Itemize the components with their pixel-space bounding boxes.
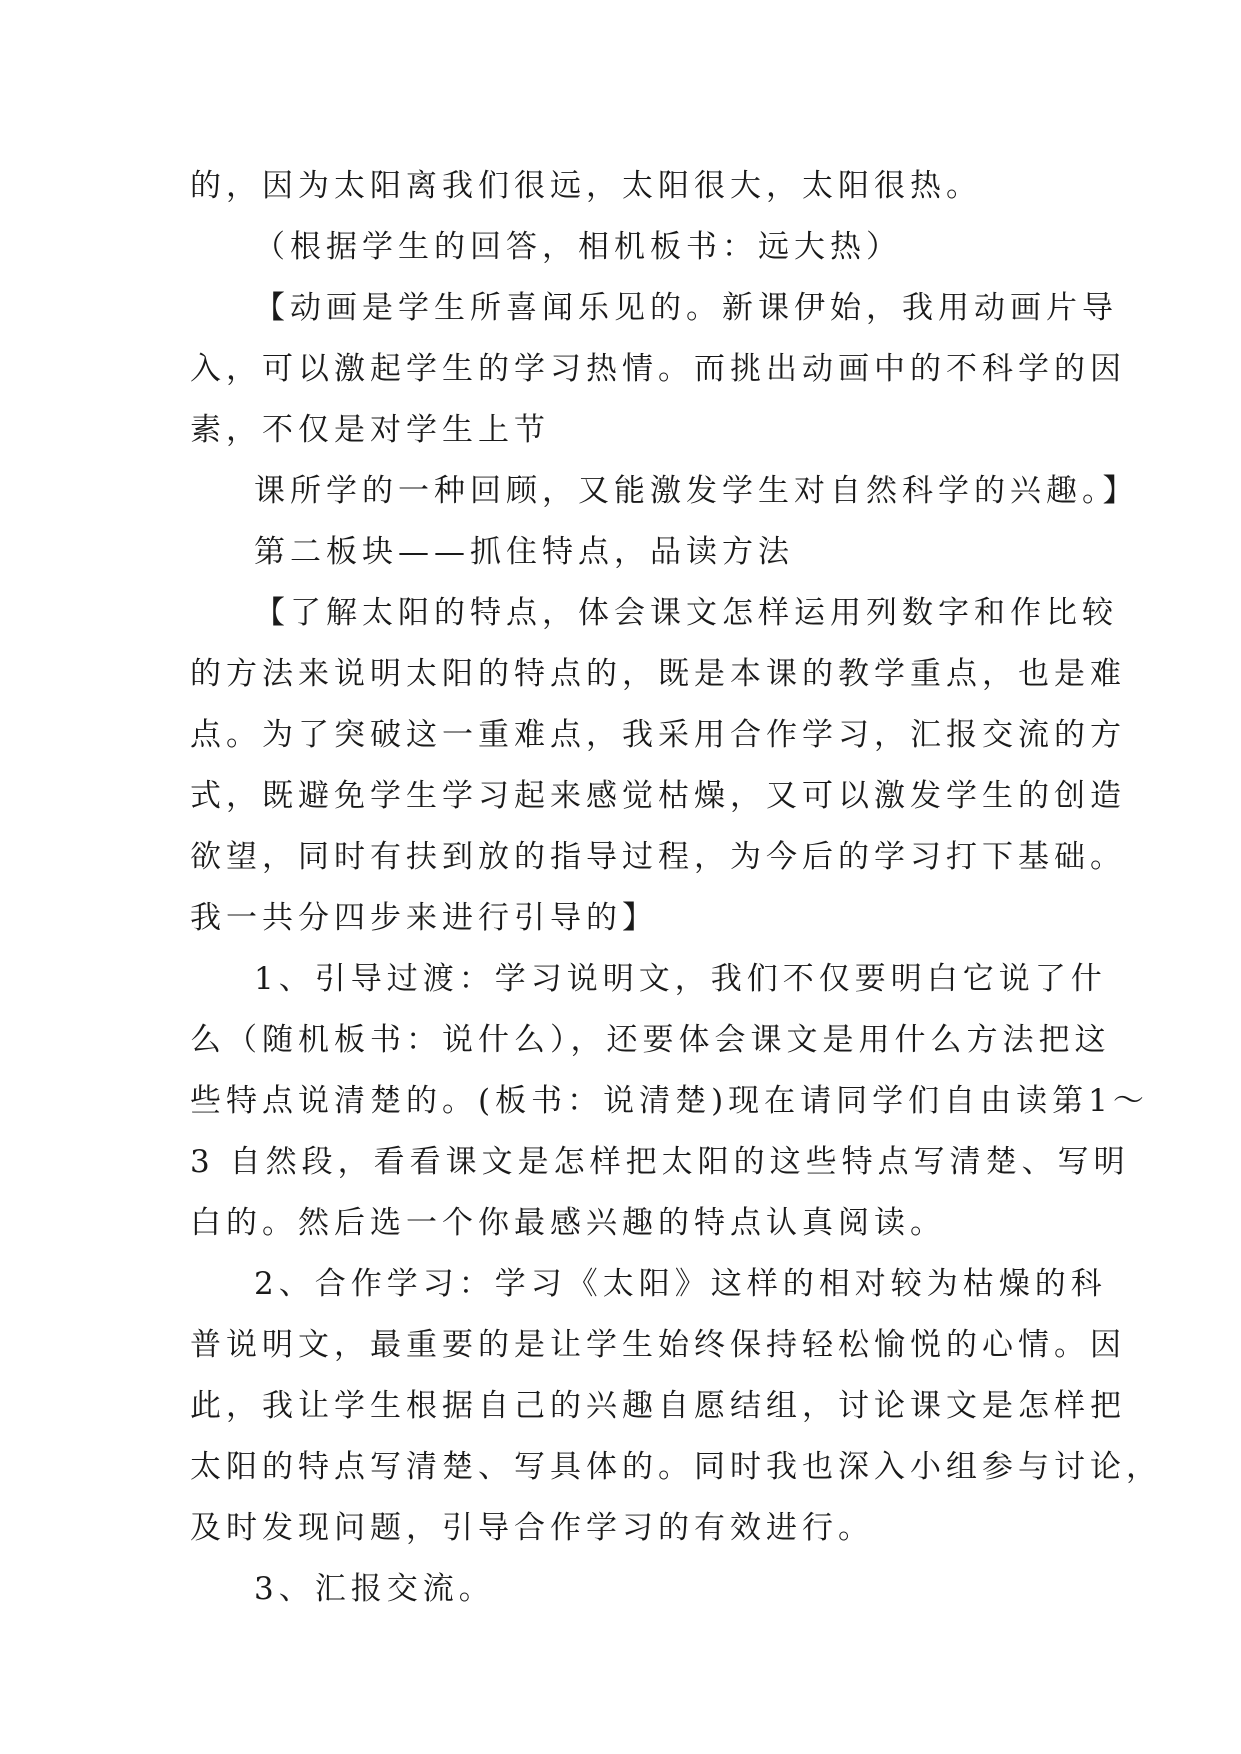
- text-line: 【动画是学生所喜闻乐见的。新课伊始，我用动画片导: [254, 290, 1118, 326]
- text-line: 素，不仅是对学生上节: [190, 412, 550, 448]
- text-line: 我一共分四步来进行引导的】: [190, 900, 658, 936]
- text-line: 课所学的一种回顾，又能激发学生对自然科学的兴趣。】: [254, 473, 1139, 509]
- text-line: 普说明文，最重要的是让学生始终保持轻松愉悦的心情。因: [190, 1327, 1126, 1363]
- text-line: 么（随机板书：说什么），还要体会课文是用什么方法把这: [190, 1022, 1111, 1058]
- text-line: 【了解太阳的特点，体会课文怎样运用列数字和作比较: [254, 595, 1118, 631]
- text-line: 入，可以激起学生的学习热情。而挑出动画中的不科学的因: [190, 351, 1126, 387]
- text-line: 式，既避免学生学习起来感觉枯燥，又可以激发学生的创造: [190, 778, 1126, 814]
- text-line: 些特点说清楚的。(板书：说清楚)现在请同学们自由读第1～: [190, 1083, 1149, 1119]
- text-line: 的方法来说明太阳的特点的，既是本课的教学重点，也是难: [190, 656, 1126, 692]
- text-line: 点。为了突破这一重难点，我采用合作学习，汇报交流的方: [190, 717, 1126, 753]
- text-line: （根据学生的回答，相机板书：远大热）: [254, 229, 902, 265]
- section-heading: 第二板块——抓住特点，品读方法: [254, 534, 794, 570]
- text-line: 3 自然段，看看课文是怎样把太阳的这些特点写清楚、写明: [190, 1144, 1130, 1180]
- text-line: 欲望，同时有扶到放的指导过程，为今后的学习打下基础。: [190, 839, 1126, 875]
- text-line: 太阳的特点写清楚、写具体的。同时我也深入小组参与讨论，: [190, 1449, 1162, 1485]
- text-line: 白的。然后选一个你最感兴趣的特点认真阅读。: [190, 1205, 946, 1241]
- text-line: 1、引导过渡：学习说明文，我们不仅要明白它说了什: [254, 961, 1107, 997]
- text-line: 2、合作学习：学习《太阳》这样的相对较为枯燥的科: [254, 1266, 1107, 1302]
- text-line: 及时发现问题，引导合作学习的有效进行。: [190, 1510, 874, 1546]
- text-line: 3、汇报交流。: [254, 1571, 495, 1607]
- text-line: 的，因为太阳离我们很远，太阳很大，太阳很热。: [190, 168, 982, 204]
- text-line: 此，我让学生根据自己的兴趣自愿结组，讨论课文是怎样把: [190, 1388, 1126, 1424]
